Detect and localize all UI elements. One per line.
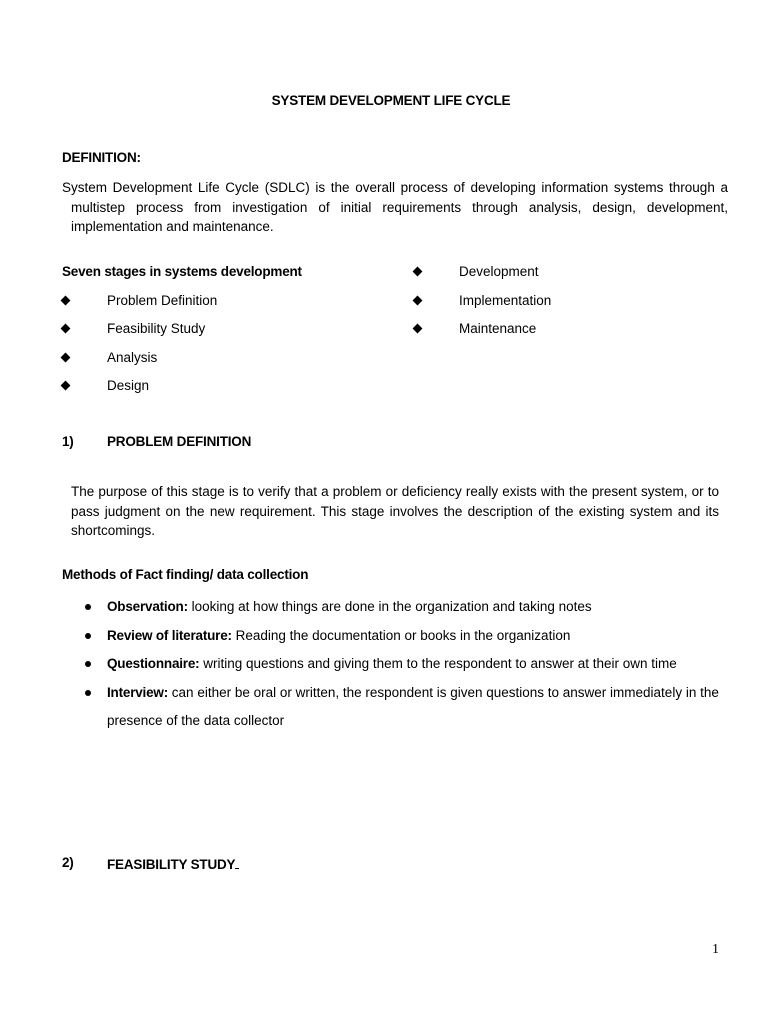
diamond-bullet-icon xyxy=(61,353,71,363)
diamond-bullet-icon xyxy=(61,381,71,391)
method-term: Review of literature: xyxy=(107,627,232,643)
stage-label: Development xyxy=(459,264,539,279)
method-description: can either be oral or written, the respondent is given questions to answer immediately in the presence of the data collector xyxy=(107,684,719,728)
section-title xyxy=(107,855,239,872)
method-description: writing questions and giving them to the respondent to answer at their own time xyxy=(203,656,677,671)
method-term: Interview: xyxy=(107,684,169,700)
document-title: SYSTEM DEVELOPMENT LIFE CYCLE xyxy=(271,93,511,108)
diamond-bullet-icon xyxy=(61,324,71,334)
section-number: 1) xyxy=(62,434,74,449)
method-term: Observation: xyxy=(107,599,188,614)
bullet-icon xyxy=(85,604,91,610)
stage-label: Implementation xyxy=(459,293,552,308)
diamond-bullet-icon xyxy=(61,296,71,306)
stage-label: Feasibility Study xyxy=(107,321,206,336)
methods-heading: Methods of Fact finding/ data collection xyxy=(62,567,309,582)
page-number: 1 xyxy=(712,942,719,957)
definition-heading: DEFINITION: xyxy=(62,150,141,165)
diamond-bullet-icon xyxy=(413,267,423,277)
definition-paragraph: System Development Life Cycle (SDLC) is the overall process of developing information systems through a multistep process from investigation of initial requirements through analysis, design, development, implementation and maintenance. xyxy=(62,180,728,234)
section-heading-feasibility-study xyxy=(62,855,462,875)
section-title-text: FEASIBILITY STUDY xyxy=(107,857,236,872)
bullet-icon xyxy=(85,690,91,696)
list-item xyxy=(83,593,723,622)
list-item xyxy=(83,679,723,736)
underline-mark xyxy=(235,855,239,869)
list-item xyxy=(83,622,723,651)
stage-label: Maintenance xyxy=(459,321,537,336)
stage-label: Analysis xyxy=(107,350,158,365)
stage-label: Design xyxy=(107,378,150,393)
method-description: looking at how things are done in the organization and taking notes xyxy=(191,599,592,614)
section-title: PROBLEM DEFINITION xyxy=(107,434,252,449)
problem-definition-paragraph: The purpose of this stage is to verify that a problem or deficiency really exists with the present system, or to pass judgment on the new requirement. This stage involves the description of the existing system and its shortcomings. xyxy=(71,484,719,538)
stages-heading: Seven stages in systems development xyxy=(62,264,302,279)
section-number: 2) xyxy=(62,855,74,870)
bullet-icon xyxy=(85,661,91,667)
diamond-bullet-icon xyxy=(413,296,423,306)
diamond-bullet-icon xyxy=(413,324,423,334)
method-term: Questionnaire: xyxy=(107,656,200,671)
method-description: Reading the documentation or books in the organization xyxy=(235,627,571,643)
bullet-icon xyxy=(85,633,91,639)
stage-label: Problem Definition xyxy=(107,293,218,308)
list-item xyxy=(83,650,723,679)
section-heading-problem-definition xyxy=(62,434,462,454)
methods-list xyxy=(83,593,723,736)
